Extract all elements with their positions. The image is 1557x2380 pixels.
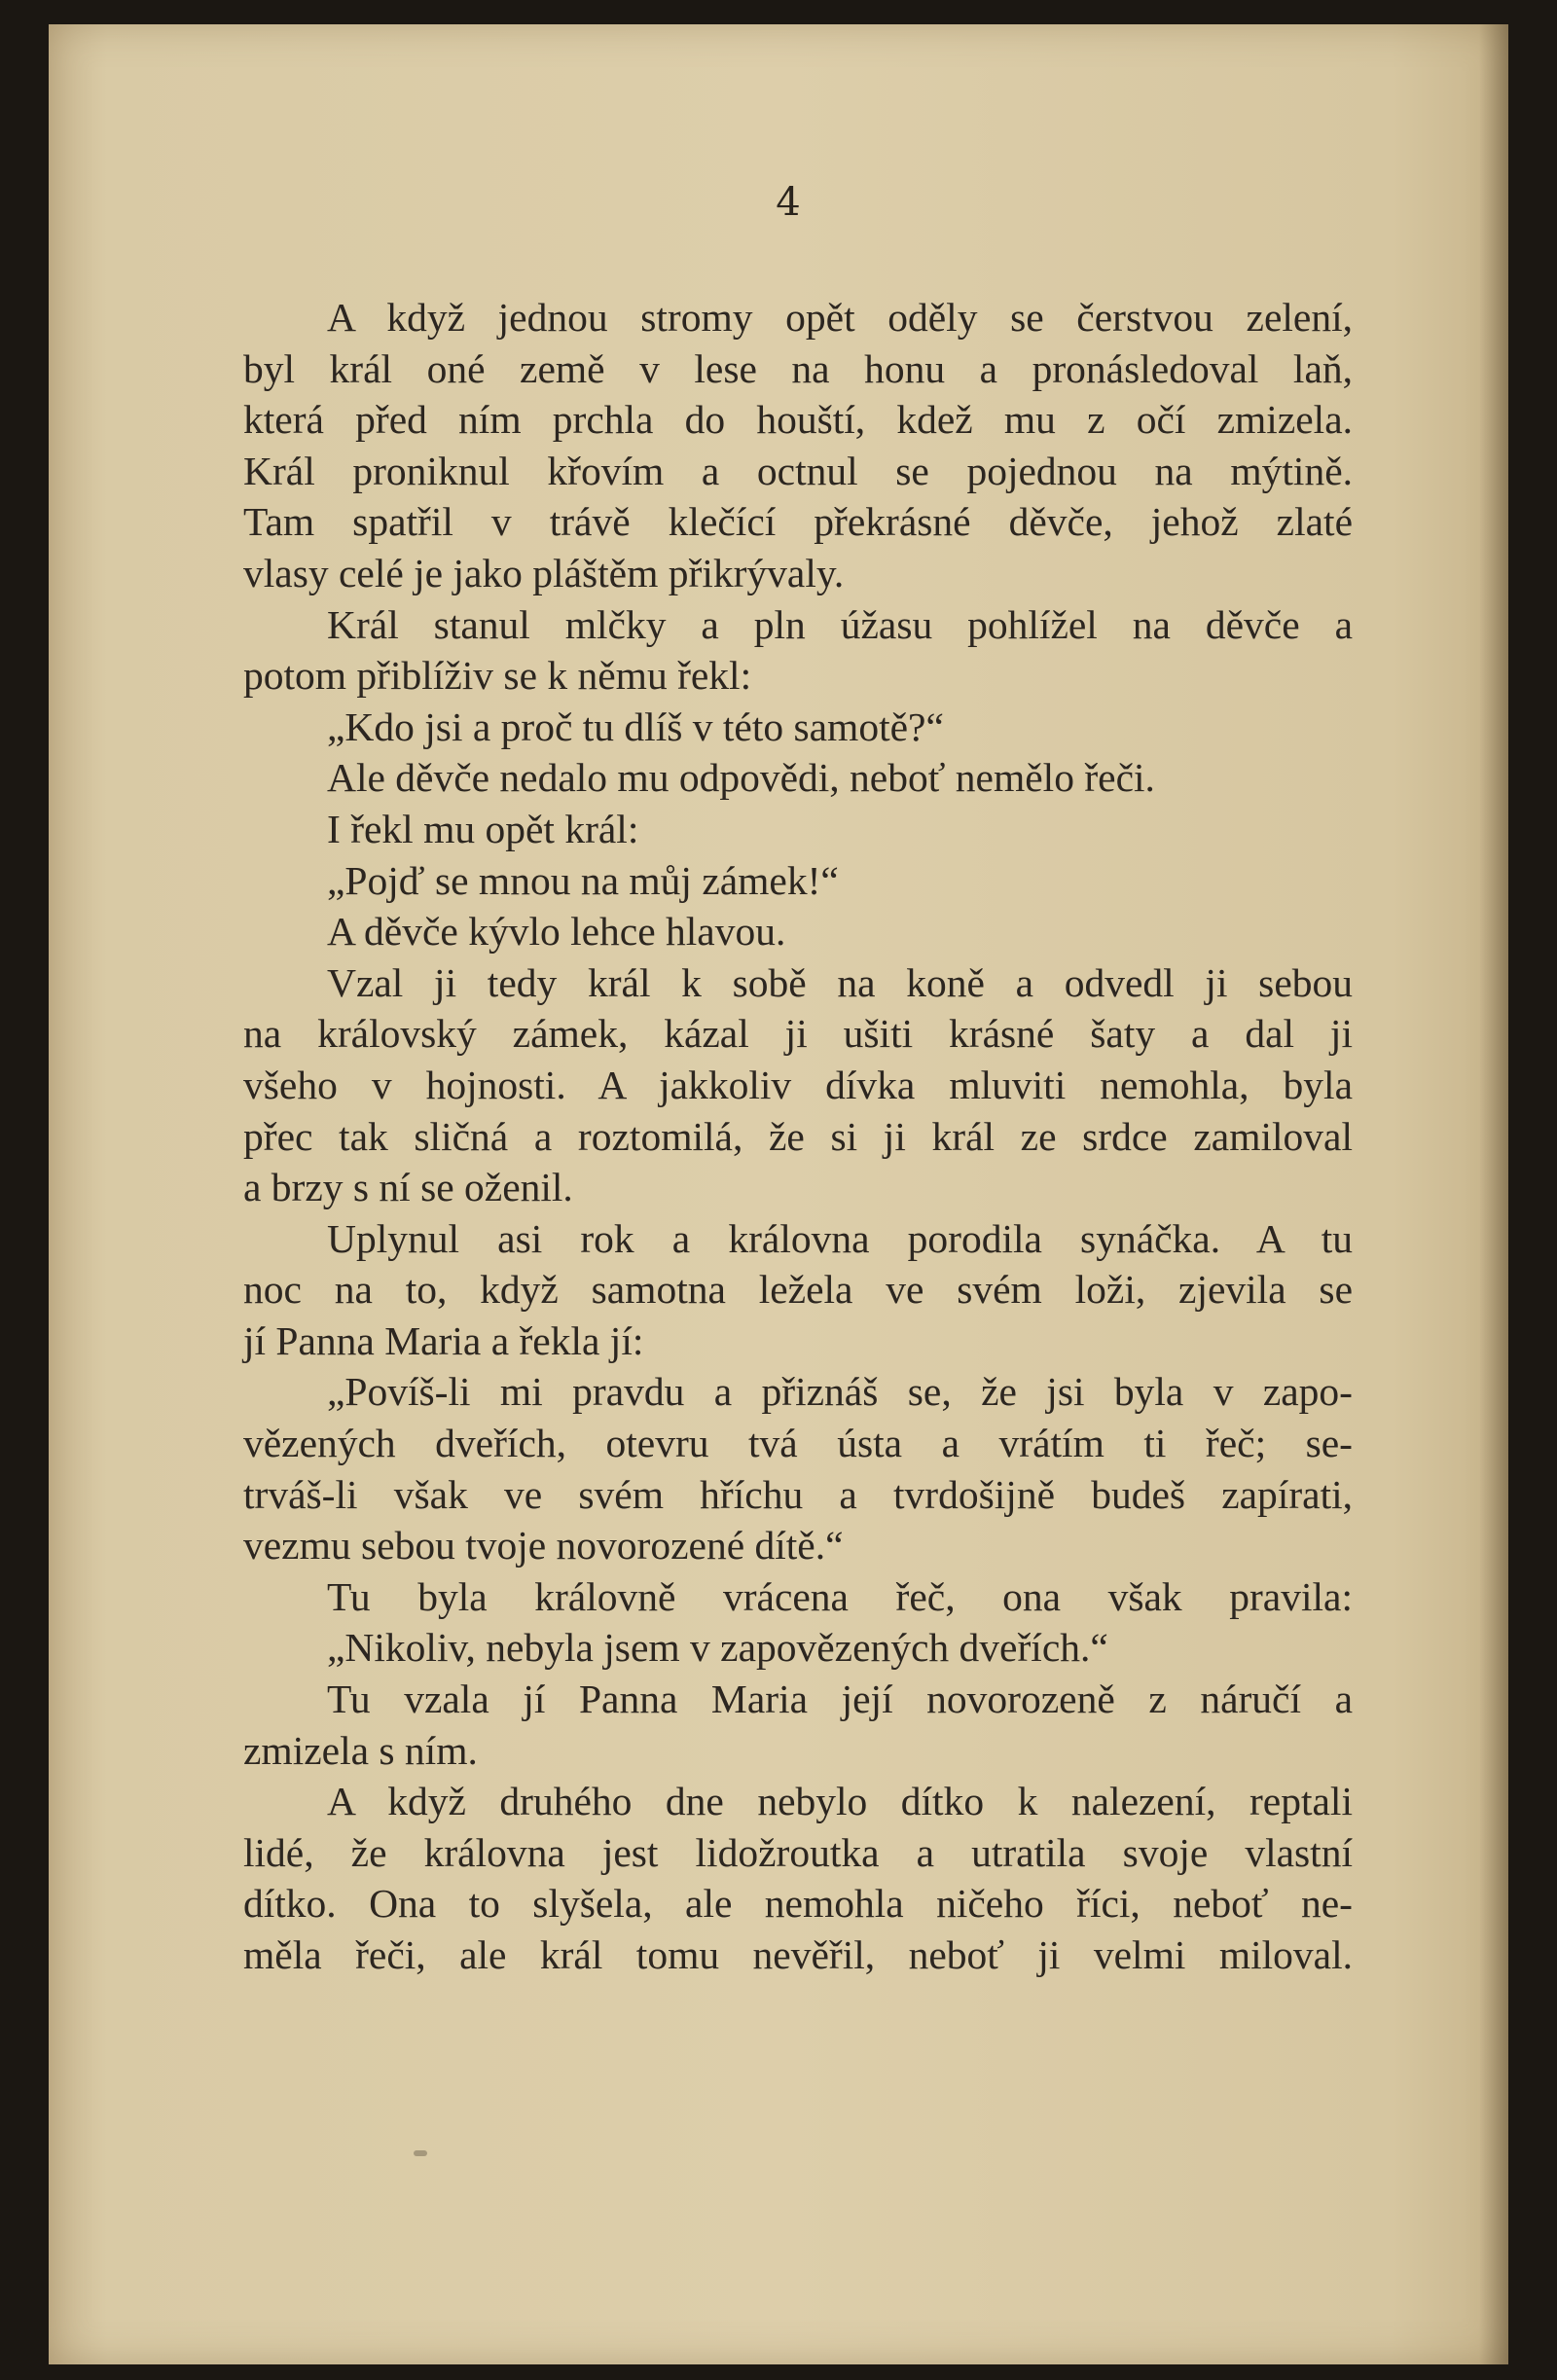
text-line: Ale děvče nedalo mu odpovědi, neboť nemělo řeči. xyxy=(327,755,1155,801)
text-line: A děvče kývlo lehce hlavou. xyxy=(327,909,786,955)
text-line: I řekl mu opět král: xyxy=(327,806,639,851)
text-line: A když druhého dne nebylo dítko k nalezení, reptali xyxy=(327,1779,1353,1824)
body-text xyxy=(243,292,1353,1981)
text-line: na královský zámek, kázal ji ušiti krásné šaty a dal ji xyxy=(243,1011,1353,1057)
text-line: vězených dveřích, otevru tvá ústa a vrátím ti řeč; se- xyxy=(243,1421,1353,1466)
ink-smudge xyxy=(414,2150,427,2156)
page-number: 4 xyxy=(776,180,801,225)
text-line: byl král oné země v lese na honu a pronásledoval laň, xyxy=(243,345,1353,391)
binding-shadow xyxy=(1479,24,1508,2364)
text-line: jí Panna Maria a řekla jí: xyxy=(243,1317,644,1363)
text-line: Král proniknul křovím a octnul se pojednou na mýtině. xyxy=(243,448,1353,493)
text-line: vezmu sebou tvoje novorozené dítě.“ xyxy=(243,1523,844,1569)
text-line: a brzy s ní se oženil. xyxy=(243,1165,573,1210)
text-line: lidé, že královna jest lidožroutka a utratila svoje vlastní xyxy=(243,1829,1353,1875)
text-line: měla řeči, ale král tomu nevěřil, neboť ji velmi miloval. xyxy=(243,1932,1353,1977)
text-line: noc na to, když samotna ležela ve svém loži, zjevila se xyxy=(243,1267,1353,1313)
text-line: Uplynul asi rok a královna porodila synáčka. A tu xyxy=(327,1215,1353,1261)
text-line: která před ním prchla do houští, kdež mu z očí zmizela. xyxy=(243,397,1353,443)
text-line: potom přiblíživ se k němu řekl: xyxy=(243,653,752,699)
text-line: „Nikoliv, nebyla jsem v zapovězených dveřích.“ xyxy=(327,1625,1108,1671)
text-line: Tu vzala jí Panna Maria její novorozeně z náručí a xyxy=(327,1677,1353,1722)
text-line: „Povíš-li mi pravdu a přiznáš se, že jsi byla v zapo- xyxy=(327,1369,1353,1415)
text-line: Král stanul mlčky a pln úžasu pohlížel na děvče a xyxy=(327,601,1353,647)
text-line: dítko. Ona to slyšela, ale nemohla ničeho říci, neboť ne- xyxy=(243,1881,1353,1927)
text-line: Tam spatřil v trávě klečící překrásné děvče, jehož zlaté xyxy=(243,499,1353,545)
text-line: „Kdo jsi a proč tu dlíš v této samotě?“ xyxy=(327,703,944,749)
text-line: vlasy celé je jako pláštěm přikrývaly. xyxy=(243,550,845,595)
text-line: zmizela s ním. xyxy=(243,1727,478,1773)
text-line: přec tak sličná a roztomilá, že si ji král ze srdce zamiloval xyxy=(243,1113,1353,1159)
text-line: všeho v hojnosti. A jakkoliv dívka mluviti nemohla, byla xyxy=(243,1062,1353,1107)
text-line: A když jednou stromy opět oděly se čerstvou zelení, xyxy=(327,295,1353,340)
text-line: Tu byla královně vrácena řeč, ona však pravila: xyxy=(327,1573,1353,1619)
text-line: trváš-li však ve svém hříchu a tvrdošijně budeš zapírati, xyxy=(243,1471,1353,1517)
text-line: Vzal ji tedy král k sobě na koně a odvedl ji sebou xyxy=(327,959,1353,1005)
text-line: „Pojď se mnou na můj zámek!“ xyxy=(327,857,839,903)
